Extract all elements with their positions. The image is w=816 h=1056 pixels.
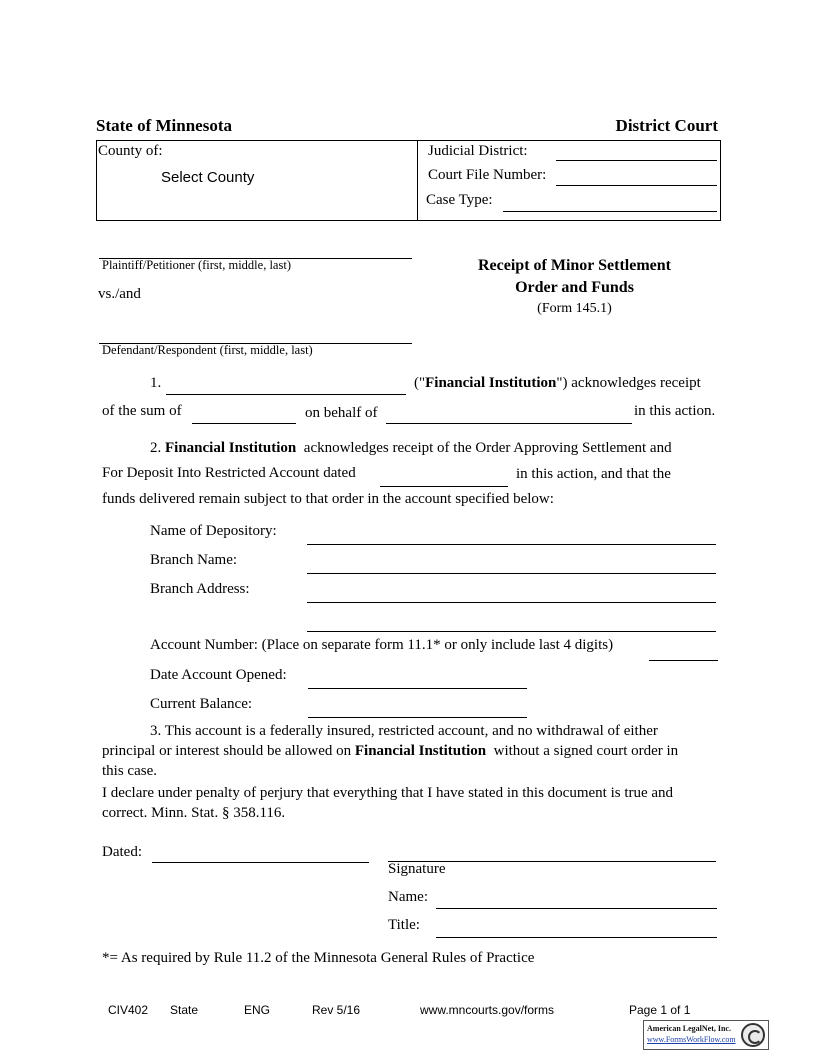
para1-fi-open: (" <box>414 375 426 391</box>
branch-address-field-1[interactable] <box>307 602 716 603</box>
defendant-label: Defendant/Respondent (first, middle, last) <box>102 343 313 357</box>
para2-line1 <box>150 440 672 457</box>
declaration-line2: correct. Minn. Stat. § 358.116. <box>102 805 286 821</box>
sum-field[interactable] <box>192 423 296 424</box>
title-field[interactable] <box>436 937 717 938</box>
depository-field[interactable] <box>307 544 716 545</box>
name-label: Name: <box>388 889 428 905</box>
para3-line1: 3. This account is a federally insured, restricted account, and no withdrawal of either <box>150 723 658 739</box>
caption-divider <box>417 140 418 220</box>
para1-number: 1. <box>150 375 162 391</box>
branch-address-field-2[interactable] <box>307 631 716 632</box>
para3-fi: Financial Institution <box>354 743 487 759</box>
judicial-district-label: Judicial District: <box>428 143 528 159</box>
branch-address-label: Branch Address: <box>150 581 250 597</box>
para1-fi-phrase <box>414 375 701 392</box>
para1-fi-close: ") acknowledges receipt <box>556 375 701 391</box>
dated-field[interactable] <box>152 862 369 863</box>
para1-fi: Financial Institution <box>425 375 557 391</box>
para2-rest1: acknowledges receipt of the Order Approving Settlement and <box>303 440 672 456</box>
para2-fi: Financial Institution <box>165 440 297 456</box>
para2-line2b: in this action, and that the <box>516 466 671 482</box>
name-field[interactable] <box>436 908 717 909</box>
form-number: (Form 145.1) <box>537 301 612 316</box>
para2-line3: funds delivered remain subject to that order in the account specified below: <box>102 491 554 507</box>
date-opened-field[interactable] <box>308 688 527 689</box>
branch-name-field[interactable] <box>307 573 716 574</box>
court-file-number-field[interactable] <box>556 185 717 186</box>
signature-label: Signature <box>388 861 446 877</box>
footnote: *= As required by Rule 11.2 of the Minnesota General Rules of Practice <box>102 950 535 966</box>
form-title-line1: Receipt of Minor Settlement <box>478 257 671 274</box>
account-number-label: Account Number: (Place on separate form 11.1* or only include last 4 digits) <box>150 637 614 653</box>
order-date-field[interactable] <box>380 486 508 487</box>
para3-line2 <box>102 741 678 761</box>
logo-company: American LegalNet, Inc. <box>647 1024 731 1033</box>
sum-label: of the sum of <box>102 403 182 419</box>
balance-label: Current Balance: <box>150 696 253 712</box>
title-label: Title: <box>388 917 420 933</box>
vs-label: vs./and <box>98 286 141 302</box>
footer-language: ENG <box>244 1003 271 1017</box>
logo-emblem-icon <box>741 1023 765 1047</box>
para1-end: in this action. <box>634 403 716 419</box>
county-label: County of: <box>98 143 163 159</box>
account-number-field[interactable] <box>649 660 718 661</box>
court-title: District Court <box>615 116 718 135</box>
para3-line2b: without a signed court order in <box>493 743 679 759</box>
footer-revision: Rev 5/16 <box>312 1003 361 1017</box>
branch-name-label: Branch Name: <box>150 552 238 568</box>
plaintiff-label: Plaintiff/Petitioner (first, middle, last) <box>102 258 291 272</box>
minor-name-field[interactable] <box>386 423 632 424</box>
depository-label: Name of Depository: <box>150 523 277 539</box>
county-select[interactable]: Select County <box>161 169 255 186</box>
para3-line3: this case. <box>102 763 157 779</box>
declaration-line1: I declare under penalty of perjury that everything that I have stated in this document is true and <box>102 785 674 801</box>
footer-state: State <box>170 1003 199 1017</box>
dated-label: Dated: <box>102 844 142 860</box>
on-behalf-label: on behalf of <box>305 405 378 421</box>
footer-form-code: CIV402 <box>108 1003 149 1017</box>
logo-url[interactable]: www.FormsWorkFlow.com <box>647 1035 736 1044</box>
footer-url[interactable]: www.mncourts.gov/forms <box>420 1003 555 1017</box>
court-file-number-label: Court File Number: <box>428 167 547 183</box>
american-legalnet-logo[interactable] <box>643 1020 769 1050</box>
footer-page-number: Page 1 of 1 <box>629 1003 691 1017</box>
balance-field[interactable] <box>308 717 527 718</box>
para3-line2a: principal or interest should be allowed on <box>102 743 352 759</box>
case-type-field[interactable] <box>503 211 717 212</box>
para2-line2a: For Deposit Into Restricted Account dated <box>102 465 356 481</box>
judicial-district-field[interactable] <box>556 160 717 161</box>
form-title-line2: Order and Funds <box>515 279 634 296</box>
para2-number: 2. <box>150 440 162 456</box>
case-type-label: Case Type: <box>426 192 493 208</box>
state-title: State of Minnesota <box>96 116 232 135</box>
financial-institution-field[interactable] <box>166 394 406 395</box>
date-opened-label: Date Account Opened: <box>150 667 287 683</box>
